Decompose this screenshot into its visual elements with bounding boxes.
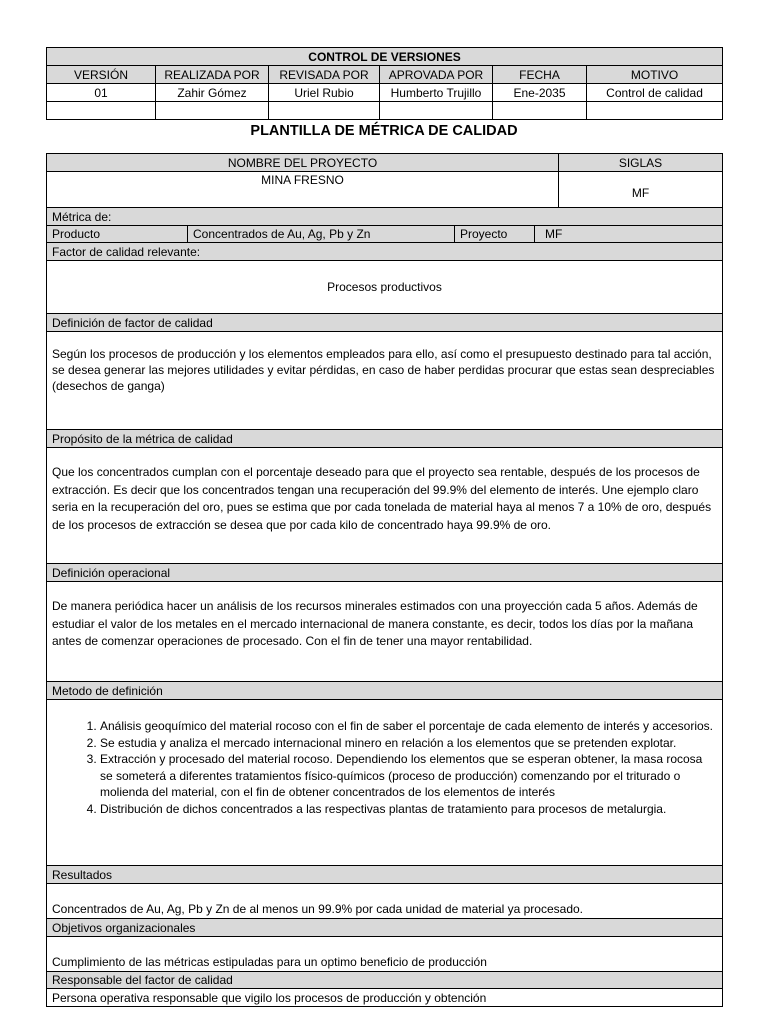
page-title: PLANTILLA DE MÉTRICA DE CALIDAD <box>250 123 518 139</box>
factor-text: Procesos productivos <box>47 261 723 314</box>
objectives-text: Cumplimiento de las métricas estipuladas para un optimo beneficio de producción <box>47 937 723 972</box>
project-label: Proyecto <box>455 226 535 243</box>
cell-approved-by: Humberto Trujillo <box>380 84 493 102</box>
results-label: Resultados <box>47 866 723 884</box>
operational-label: Definición operacional <box>47 564 723 582</box>
cell-made-by: Zahir Gómez <box>156 84 269 102</box>
product-value: Concentrados de Au, Ag, Pb y Zn <box>188 226 455 243</box>
empty-cell <box>47 102 156 120</box>
cell-reason: Control de calidad <box>587 84 723 102</box>
project-name: MINA FRESNO <box>47 172 559 208</box>
cell-date: Ene-2035 <box>493 84 587 102</box>
definition-text: Según los procesos de producción y los elementos empleados para ello, así como el presupuesto destinado para tal acción, se desea generar las mejores utilidades y evitar pérdidas, en caso de haber perdidas procurar que estas sean despreciables (desechos de ganga) <box>47 332 723 430</box>
method-list <box>52 718 717 817</box>
header-reason: MOTIVO <box>587 66 723 84</box>
method-list-cell <box>47 700 723 866</box>
responsible-text: Persona operativa responsable que vigilo los procesos de producción y obtención <box>47 989 723 1007</box>
list-item: 1. Análisis geoquímico del material rocoso con el fin de saber el porcentaje de cada elemento de interés y accesorios. <box>100 718 717 735</box>
project-name-header: NOMBRE DEL PROYECTO <box>47 154 559 172</box>
operational-text: De manera periódica hacer un análisis de los recursos minerales estimados con una proyección cada 5 años. Además de estudiar el valor de los metales en el mercado internacional de manera constante, es decir, todos los días por la mañana antes de comenzar operaciones de procesado. Con el fin de tener una mayor rentabilidad. <box>47 582 723 682</box>
list-item: 2. Se estudia y analiza el mercado internacional minero en relación a los elementos que se pretenden explotar. <box>100 735 717 752</box>
header-version: VERSIÓN <box>47 66 156 84</box>
empty-cell <box>493 102 587 120</box>
definition-label: Definición de factor de calidad <box>47 314 723 332</box>
empty-cell <box>380 102 493 120</box>
cell-version: 01 <box>47 84 156 102</box>
factor-label: Factor de calidad relevante: <box>47 243 723 261</box>
method-label: Metodo de definición <box>47 682 723 700</box>
empty-cell <box>269 102 380 120</box>
version-control-title: CONTROL DE VERSIONES <box>47 48 723 66</box>
empty-cell <box>587 102 723 120</box>
purpose-label: Propósito de la métrica de calidad <box>47 430 723 448</box>
header-approved-by: APROVADA POR <box>380 66 493 84</box>
header-made-by: REALIZADA POR <box>156 66 269 84</box>
project-acronym: MF <box>559 172 723 208</box>
list-item: 3. Extracción y procesado del material rocoso. Dependiendo los elementos que se esperan obtener, la masa rocosa se someterá a diferentes tratamientos físico-químicos (proceso de producción) comenzando por el triturado o molienda del material, con el fin de obtener concentrados de los elementos de interés <box>100 751 717 801</box>
acronym-header: SIGLAS <box>559 154 723 172</box>
cell-reviewed-by: Uriel Rubio <box>269 84 380 102</box>
quality-metric-table <box>46 153 723 1007</box>
objectives-label: Objetivos organizacionales <box>47 919 723 937</box>
responsible-label: Responsable del factor de calidad <box>47 972 723 989</box>
metric-label: Métrica de: <box>47 208 723 226</box>
product-label: Producto <box>47 226 188 243</box>
empty-cell <box>156 102 269 120</box>
project-value: MF <box>535 226 723 243</box>
header-date: FECHA <box>493 66 587 84</box>
version-control-table <box>46 47 723 120</box>
list-item: 4. Distribución de dichos concentrados a las respectivas plantas de tratamiento para procesos de metalurgia. <box>100 801 717 818</box>
results-text: Concentrados de Au, Ag, Pb y Zn de al menos un 99.9% por cada unidad de material ya procesado. <box>47 884 723 919</box>
purpose-text: Que los concentrados cumplan con el porcentaje deseado para que el proyecto sea rentable, después de los procesos de extracción. Es decir que los concentrados tengan una recuperación del 99.9% del elemento de interés. Une ejemplo claro seria en la recuperación del oro, pues se estima que por cada tonelada de material haya al menos 7 a 10% de oro, después de los procesos de extracción se desea que por cada kilo de concentrado haya 99.9% de oro. <box>47 448 723 564</box>
header-reviewed-by: REVISADA POR <box>269 66 380 84</box>
